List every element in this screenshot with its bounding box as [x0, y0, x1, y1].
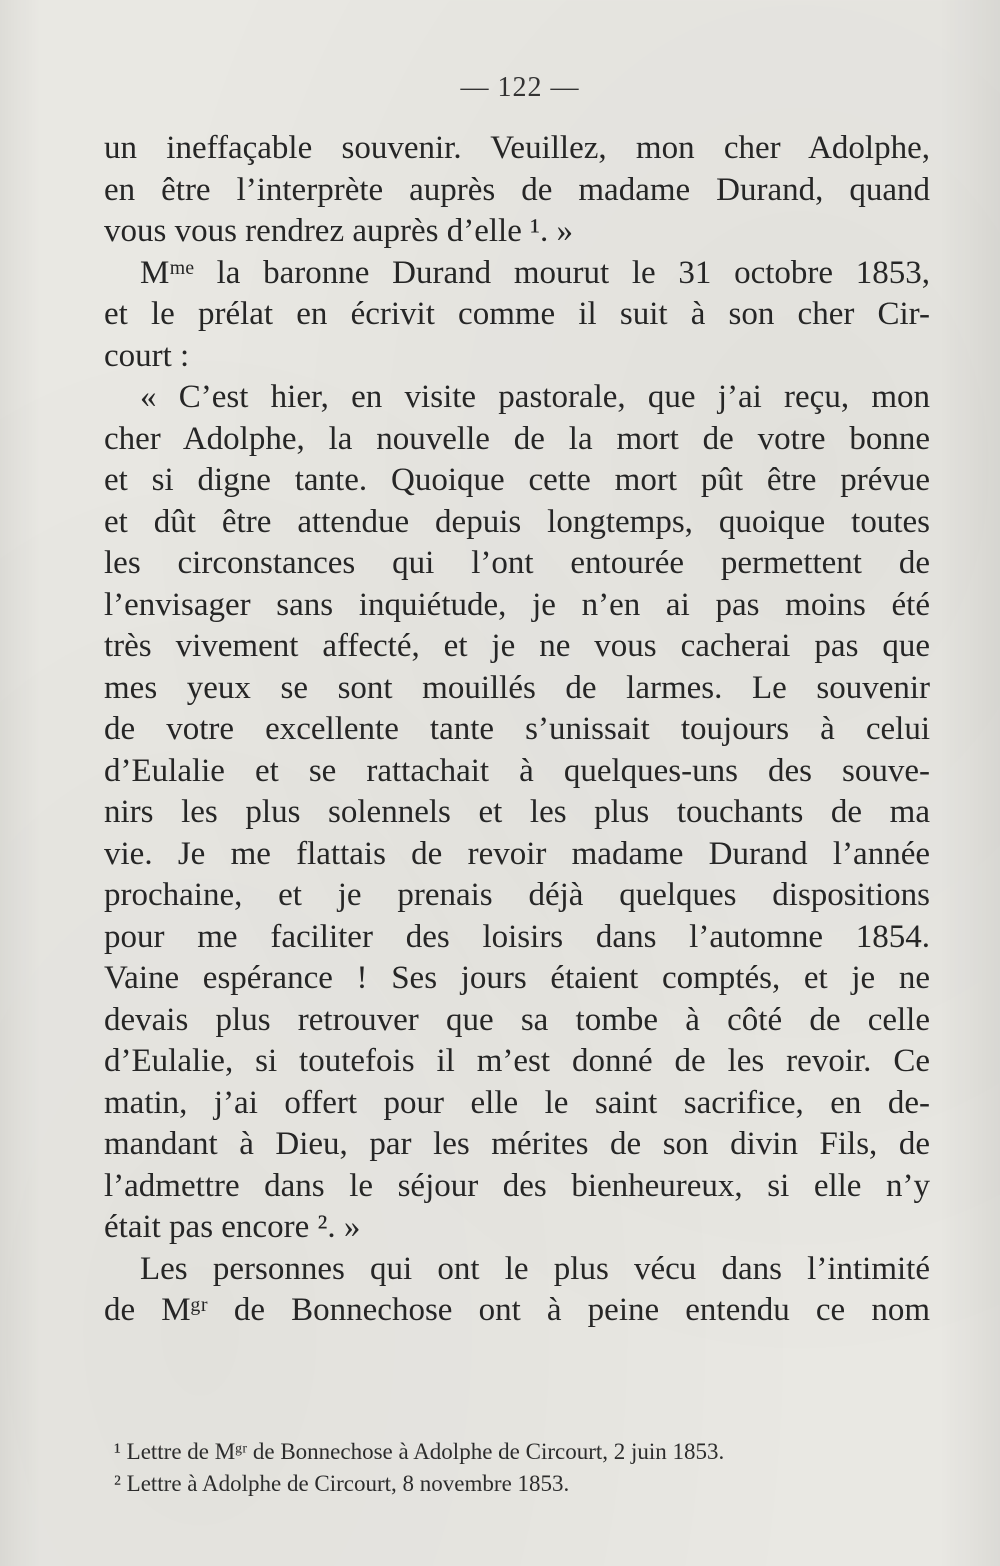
footnotes: [114, 1436, 894, 1500]
footnote: ¹ Lettre de Mᵍʳ de Bonnechose à Adolphe de Circourt, 2 juin 1853.: [114, 1439, 725, 1464]
text-line: vous vous rendrez auprès d’elle ¹. »: [104, 213, 573, 249]
text-line: prochaine, et je prenais déjà quelques dispositions: [104, 877, 930, 913]
text-line: d’Eulalie et se rattachait à quelques-uns des souve-: [104, 752, 930, 789]
text-line: devais plus retrouver que sa tombe à côté de celle: [104, 1001, 930, 1038]
text-line: « C’est hier, en visite pastorale, que j’ai reçu, mon: [140, 379, 930, 415]
text-line: cher Adolphe, la nouvelle de la mort de votre bonne: [104, 420, 930, 457]
body-text: [104, 128, 930, 1332]
text-line: et le prélat en écrivit comme il suit à son cher Cir-: [104, 296, 930, 332]
text-line: était pas encore ². »: [104, 1209, 361, 1245]
text-line: Mᵐᵉ la baronne Durand mourut le 31 octobre 1853,: [140, 254, 930, 291]
text-line: un ineffaçable souvenir. Veuillez, mon cher Adolphe,: [104, 130, 930, 166]
text-line: les circonstances qui l’ont entourée permettent de: [104, 545, 930, 581]
text-line: très vivement affecté, et je ne vous cacherai pas que: [104, 628, 930, 664]
text-line: matin, j’ai offert pour elle le saint sacrifice, en de-: [104, 1084, 930, 1121]
text-line: pour me faciliter des loisirs dans l’automne 1854.: [104, 918, 930, 955]
text-line: et dût être attendue depuis longtemps, quoique toutes: [104, 503, 930, 540]
text-line: d’Eulalie, si toutefois il m’est donné de les revoir. Ce: [104, 1043, 930, 1079]
text-line: de Mᵍʳ de Bonnechose ont à peine entendu ce nom: [104, 1292, 930, 1328]
text-line: en être l’interprète auprès de madame Durand, quand: [104, 171, 930, 208]
text-line: court :: [104, 337, 190, 374]
text-line: nirs les plus solennels et les plus touchants de ma: [104, 794, 930, 830]
text-line: l’envisager sans inquiétude, je n’en ai pas moins été: [104, 586, 930, 623]
text-line: mes yeux se sont mouillés de larmes. Le souvenir: [104, 669, 930, 706]
text-line: vie. Je me flattais de revoir madame Durand l’année: [104, 835, 930, 872]
text-line: mandant à Dieu, par les mérites de son divin Fils, de: [104, 1126, 930, 1162]
page-number: — 122 —: [460, 72, 580, 103]
footnote: ² Lettre à Adolphe de Circourt, 8 novembre 1853.: [114, 1471, 570, 1496]
text-line: Les personnes qui ont le plus vécu dans l’intimité: [140, 1250, 930, 1287]
text-line: de votre excellente tante s’unissait toujours à celui: [104, 711, 930, 747]
text-line: Vaine espérance ! Ses jours étaient comptés, et je ne: [104, 960, 930, 996]
text-line: l’admettre dans le séjour des bienheureux, si elle n’y: [104, 1167, 930, 1204]
text-line: et si digne tante. Quoique cette mort pût être prévue: [104, 462, 930, 498]
